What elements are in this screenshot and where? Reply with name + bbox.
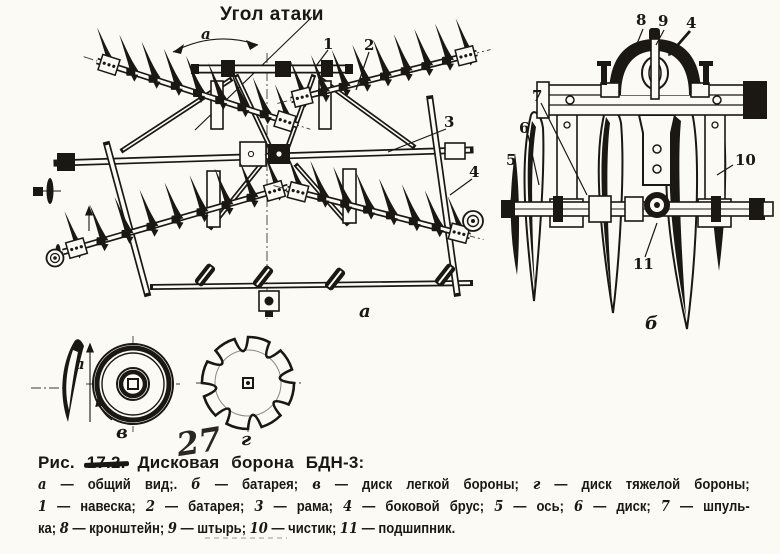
legend-text: — подшипник. xyxy=(358,519,456,537)
legend-text: — батарея; xyxy=(154,497,255,515)
legend-line xyxy=(38,474,750,496)
angle-alpha-label: a xyxy=(201,25,211,43)
part-label-4b: 4 xyxy=(686,14,697,32)
legend-key: 8 xyxy=(59,518,69,537)
part-label-6: 6 xyxy=(519,119,530,137)
legend-key: б xyxy=(191,475,201,493)
disc-gang xyxy=(273,155,483,243)
handwritten-number: 27 xyxy=(173,419,224,465)
part-label-1: 1 xyxy=(323,35,334,53)
part-label-7: 7 xyxy=(532,87,543,105)
legend-text: — общий вид;. xyxy=(46,476,192,493)
legend-text: — диск легкой бороны; xyxy=(320,476,533,493)
subfigure-label-b: б xyxy=(645,313,658,333)
caption-title: Дисковая борона БДН-3: xyxy=(137,453,365,472)
part-label-4: 4 xyxy=(469,163,480,181)
caption-fig-word: Рис. xyxy=(38,453,75,472)
caption-fig-number xyxy=(87,453,126,473)
legend-text: — боковой брус; xyxy=(352,497,495,515)
legend-text: — ось; xyxy=(503,497,575,515)
part-label-3: 3 xyxy=(444,113,455,131)
figure-legend xyxy=(38,474,750,539)
battery-section-figure xyxy=(493,3,780,333)
legend-key: 3 xyxy=(254,496,264,515)
part-label-5: 5 xyxy=(506,151,517,169)
disc-side-profile xyxy=(62,339,90,422)
subfigure-label-v: в xyxy=(116,422,128,443)
disc-gang xyxy=(277,19,490,108)
figure-caption-heading xyxy=(38,453,364,473)
legend-text: — диск; xyxy=(583,497,661,515)
legend-key: 6 xyxy=(574,496,584,515)
attack-angle-title: Угол атаки xyxy=(220,4,324,25)
subfigure-label-a: а xyxy=(359,301,371,322)
part-label-2: 2 xyxy=(364,36,375,54)
disc-gang xyxy=(84,28,311,132)
bracket-and-pin xyxy=(597,28,713,99)
angle-arrowhead-left xyxy=(173,44,184,54)
legend-key: 11 xyxy=(339,518,359,537)
legend-text: — батарея; xyxy=(200,476,313,493)
angle-arc xyxy=(173,39,258,52)
part-label-8: 8 xyxy=(636,11,647,29)
part-label-11: 11 xyxy=(633,255,654,273)
legend-key: 4 xyxy=(343,496,353,515)
disc-gangs xyxy=(50,19,491,259)
legend-key: 9 xyxy=(167,518,177,537)
legend-text: — кронштейн; xyxy=(68,519,168,537)
rear-bar-braces xyxy=(194,262,457,317)
disc-angle-alpha-label: a xyxy=(75,355,85,373)
harrow-general-view-figure xyxy=(25,3,495,325)
legend-text: — штырь; xyxy=(176,519,250,537)
legend-text: — шпуль- xyxy=(669,497,750,515)
scan-artifact xyxy=(205,537,287,539)
legend-text: — рама; xyxy=(263,497,344,515)
part-label-9: 9 xyxy=(658,12,669,30)
legend-text: — диск тяжелой бороны; xyxy=(540,476,750,493)
legend-key: 10 xyxy=(249,518,268,537)
legend-key: 2 xyxy=(145,496,155,515)
legend-key: 5 xyxy=(494,496,504,515)
bearing-hanger xyxy=(639,115,675,218)
angle-arrowhead-right xyxy=(246,40,258,50)
legend-key: в xyxy=(312,475,321,493)
part-label-10: 10 xyxy=(735,151,756,169)
legend-key: а xyxy=(38,475,47,493)
legend-key: г xyxy=(532,475,541,493)
legend-line xyxy=(38,496,750,518)
disc-gang xyxy=(50,154,302,259)
legend-line xyxy=(38,518,750,540)
legend-key: 7 xyxy=(660,496,670,515)
legend-text: — чистик; xyxy=(267,519,340,537)
legend-text: ка; xyxy=(38,519,60,537)
legend-text: — навеска; xyxy=(47,497,146,515)
subfigure-label-g: г xyxy=(241,429,252,448)
legend-key: 1 xyxy=(38,496,48,515)
